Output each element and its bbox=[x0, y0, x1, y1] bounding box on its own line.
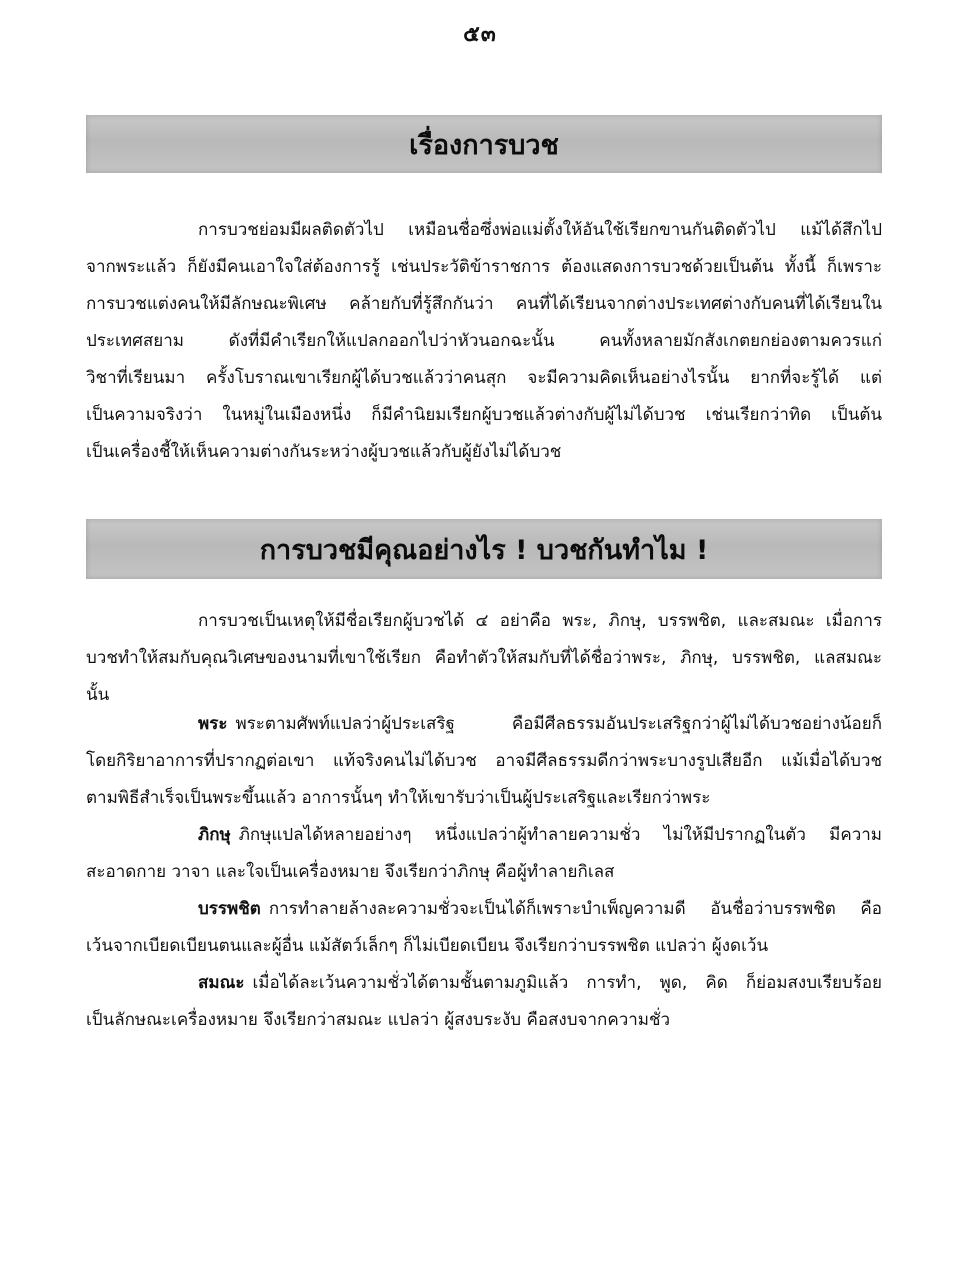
paragraph-line: บวชทำให้สมกับคุณวิเศษของนามที่เขาใช้เรียก คือทำตัวให้สมกับที่ได้ชื่อว่าพระ, ภิกษุ, บรรพชิต, แลสมณะ bbox=[86, 648, 882, 668]
section-heading-bar bbox=[86, 519, 882, 579]
term-definition-first-line bbox=[86, 965, 882, 1002]
term-label: บรรพชิต bbox=[198, 899, 261, 919]
paragraph-line: สะอาดกาย วาจา และใจเป็นเครื่องหมาย จึงเรียกว่าภิกษุ คือผู้ทำลายกิเลส bbox=[86, 862, 615, 882]
term-definition-first-line bbox=[86, 817, 882, 854]
paragraph-line: ประเทศสยาม ดังที่มีคำเรียกให้แปลกออกไปว่าหัวนอกฉะนั้น คนทั้งหลายมักสังเกตยกย่องตามควรแก่ bbox=[86, 331, 882, 351]
paragraph-line: โดยกิริยาอาการที่ปรากฏต่อเขา แท้จริงคนไม่ได้บวช อาจมีศีลธรรมดีกว่าพระบางรูปเสียอีก แม้เมื่อได้บวช bbox=[86, 751, 882, 771]
paragraph-line: เป็นความจริงว่า ในหมู่ในเมืองหนึ่ง ก็มีคำนิยมเรียกผู้บวชแล้วต่างกับผู้ไม่ได้บวช เช่นเรียกว่าทิด เป็นต้น bbox=[86, 405, 882, 425]
term-label: สมณะ bbox=[198, 973, 245, 993]
section-heading: เรื่องการบวช bbox=[409, 129, 559, 161]
term-definitions bbox=[86, 706, 882, 1039]
paragraph-line: เว้นจากเบียดเบียนตนและผู้อื่น แม้สัตว์เล็กๆ ก็ไม่เบียดเบียน จึงเรียกว่าบรรพชิต แปลว่า ผู้งดเว้น bbox=[86, 936, 769, 956]
paragraph-line: การบวชแต่งคนให้มีลักษณะพิเศษ คล้ายกับที่รู้สึกกันว่า คนที่ได้เรียนจากต่างประเทศต่างกับคนที่ได้เรียนใน bbox=[86, 294, 882, 314]
term-label: พระ bbox=[198, 714, 228, 734]
term-definition-first-line bbox=[86, 891, 882, 928]
paragraph-line: วิชาที่เรียนมา ครั้งโบราณเขาเรียกผู้ได้บวชแล้วว่าคนสุก จะมีความคิดเห็นอย่างไรนั้น ยากที่จะรู้ได้ แต่ bbox=[86, 368, 882, 388]
term-text: พระตามศัพท์แปลว่าผู้ประเสริฐ คือมีศีลธรรมอันประเสริฐกว่าผู้ไม่ได้บวชอย่างน้อยก็ bbox=[235, 714, 882, 734]
paragraph-line: เป็นเครื่องชี้ให้เห็นความต่างกันระหว่างผู้บวชแล้วกับผู้ยังไม่ได้บวช bbox=[86, 442, 562, 462]
page-number: ๕๓ bbox=[463, 22, 497, 47]
section-1-paragraph bbox=[86, 212, 882, 471]
paragraph-line: ตามพิธีสำเร็จเป็นพระขึ้นแล้ว อาการนั้นๆ ทำให้เขารับว่าเป็นผู้ประเสริฐและเรียกว่าพระ bbox=[86, 788, 711, 808]
paragraph-line: การบวชย่อมมีผลติดตัวไป เหมือนชื่อซึ่งพ่อแม่ตั้งให้อันใช้เรียกขานกันติดตัวไป แม้ได้สึกไป bbox=[198, 220, 882, 240]
paragraph-line: เป็นลักษณะเครื่องหมาย จึงเรียกว่าสมณะ แปลว่า ผู้สงบระงับ คือสงบจากความชั่ว bbox=[86, 1010, 671, 1030]
paragraph-line: จากพระแล้ว ก็ยังมีคนเอาใจใส่ต้องการรู้ เช่นประวัติข้าราชการ ต้องแสดงการบวชด้วยเป็นต้น ทั้งนี้ ก็เพราะ bbox=[86, 257, 882, 277]
term-text: เมื่อได้ละเว้นความชั่วได้ตามชั้นตามภูมิแล้ว การทำ, พูด, คิด ก็ย่อมสงบเรียบร้อย bbox=[252, 973, 882, 993]
paragraph-line: การบวชเป็นเหตุให้มีชื่อเรียกผู้บวชได้ ๔ อย่าคือ พระ, ภิกษุ, บรรพชิต, และสมณะ เมื่อการ bbox=[198, 611, 882, 631]
term-label: ภิกษุ bbox=[198, 825, 231, 845]
section-2-intro-paragraph bbox=[86, 603, 882, 714]
term-text: การทำลายล้างละความชั่วจะเป็นได้ก็เพราะบำเพ็ญความดี อันชื่อว่าบรรพชิต คือ bbox=[268, 899, 882, 919]
term-text: ภิกษุแปลได้หลายอย่างๆ หนึ่งแปลว่าผู้ทำลายความชั่ว ไม่ให้มีปรากฏในตัว มีความ bbox=[238, 825, 882, 845]
paragraph-line: นั้น bbox=[86, 685, 110, 705]
term-definition-first-line bbox=[86, 706, 882, 743]
section-heading: การบวชมีคุณอย่างไร ! บวชกันทำไม ! bbox=[259, 534, 709, 566]
section-heading-bar bbox=[86, 115, 882, 173]
